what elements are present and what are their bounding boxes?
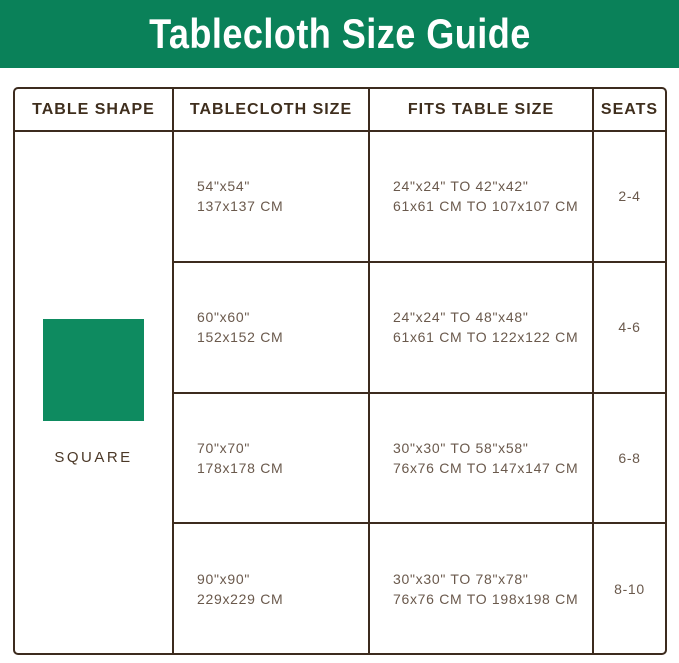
seats-cell: 4-6: [592, 261, 665, 392]
tablecloth-size-cell: [172, 522, 368, 653]
tablecloth-size-cell: [172, 261, 368, 392]
size-text: 60"x60" 152x152 CM: [197, 309, 284, 346]
seats-cell: 6-8: [592, 392, 665, 523]
fits-table-size-cell: [368, 261, 592, 392]
size-text: 90"x90" 229x229 CM: [197, 570, 284, 607]
banner: [0, 0, 679, 68]
column-header-seats: SEATS: [592, 89, 665, 130]
fits-text: 24"x24" TO 42"x42" 61x61 CM TO 107x107 CM: [393, 178, 579, 215]
fits-text: 30"x30" TO 78"x78" 76x76 CM TO 198x198 CM: [393, 570, 579, 607]
fits-table-size-cell: [368, 522, 592, 653]
seats-cell: 8-10: [592, 522, 665, 653]
seats-cell: 2-4: [592, 130, 665, 261]
fits-table-size-cell: [368, 130, 592, 261]
fits-text: 24"x24" TO 48"x48" 61x61 CM TO 122x122 CM: [393, 309, 579, 346]
fits-table-size-cell: [368, 392, 592, 523]
page-title: Tablecloth Size Guide: [148, 10, 531, 57]
table-shape-cell: [15, 130, 172, 653]
size-guide-table: [13, 87, 667, 655]
column-header-table-shape: TABLE SHAPE: [32, 100, 155, 118]
square-swatch-icon: [43, 319, 144, 421]
tablecloth-size-cell: [172, 392, 368, 523]
tablecloth-size-cell: [172, 130, 368, 261]
shape-label: SQUARE: [54, 449, 133, 466]
column-header-fits-table-size: FITS TABLE SIZE: [368, 89, 592, 130]
size-text: 54"x54" 137x137 CM: [197, 178, 284, 215]
size-text: 70"x70" 178x178 CM: [197, 439, 284, 476]
fits-text: 30"x30" TO 58"x58" 76x76 CM TO 147x147 CM: [393, 439, 579, 476]
column-header-tablecloth-size: TABLECLOTH SIZE: [172, 89, 368, 130]
